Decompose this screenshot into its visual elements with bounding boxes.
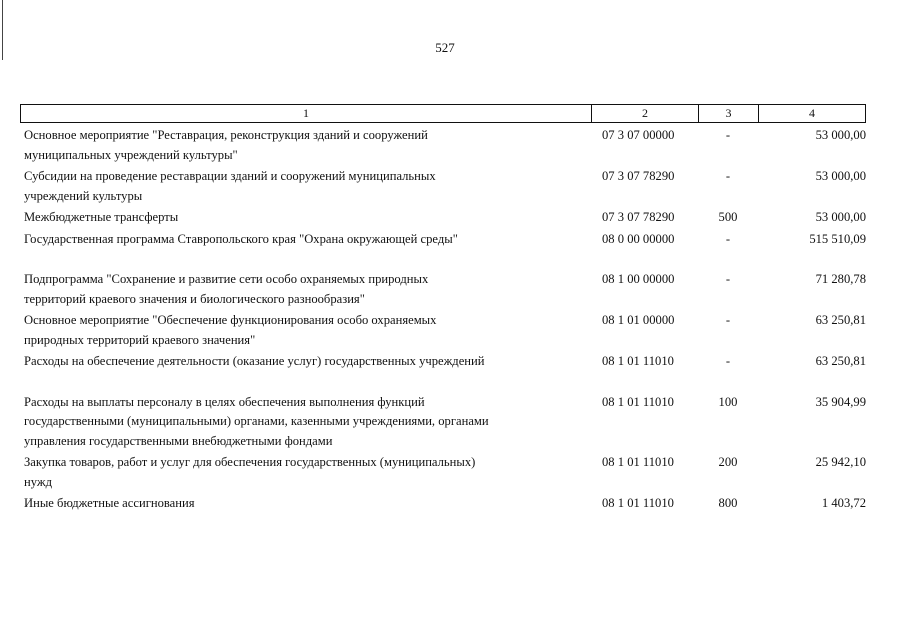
header-col-4: 4	[809, 106, 815, 120]
table-row	[24, 208, 872, 228]
row-amount: 63 250,81	[815, 313, 866, 327]
row-name: Основное мероприятие "Обеспечение функционирования особо охраняемых природных территорий краевого значения"	[24, 313, 437, 347]
row-type: -	[725, 231, 731, 246]
row-code: 07 3 07 00000	[602, 128, 675, 142]
row-name: Субсидии на проведение реставрации зданий и сооружений муниципальных учреждений культуры	[24, 169, 436, 203]
row-name: Государственная программа Ставропольского края "Охрана окружающей среды"	[24, 231, 458, 246]
row-code: 08 1 01 11010	[602, 455, 674, 469]
table-row	[24, 126, 872, 165]
row-type: 100	[718, 394, 738, 409]
row-amount: 53 000,00	[815, 169, 866, 183]
row-name: Иные бюджетные ассигнования	[24, 496, 195, 510]
table-row	[24, 393, 872, 452]
row-type: -	[725, 128, 731, 142]
row-code: 08 1 01 00000	[602, 313, 675, 327]
row-amount: 1 403,72	[821, 496, 866, 510]
row-name: Подпрограмма "Сохранение и развитие сети особо охраняемых природных территорий краевого значения и биологического разнообразия"	[24, 272, 429, 306]
header-col-3: 3	[699, 105, 759, 122]
row-amount: 53 000,00	[815, 210, 866, 224]
table-row	[24, 270, 872, 309]
row-type: -	[725, 169, 731, 183]
table-row	[24, 494, 872, 514]
row-code: 07 3 07 78290	[602, 210, 675, 224]
table-header	[20, 104, 866, 123]
row-amount: 25 942,10	[815, 455, 866, 469]
row-name: Закупка товаров, работ и услуг для обеспечения государственных (муниципальных) нужд	[24, 455, 476, 489]
budget-table-body	[24, 126, 872, 514]
row-type: -	[725, 313, 731, 327]
table-row	[24, 311, 872, 350]
row-type: -	[725, 354, 731, 368]
row-code: 08 1 01 11010	[602, 496, 674, 510]
row-code: 08 1 01 11010	[602, 394, 674, 409]
row-amount: 53 000,00	[815, 128, 866, 142]
row-code: 08 0 00 00000	[602, 231, 675, 246]
row-code: 07 3 07 78290	[602, 169, 675, 183]
row-amount: 71 280,78	[815, 272, 866, 286]
row-type: 500	[718, 210, 738, 224]
row-name: Расходы на выплаты персоналу в целях обеспечения выполнения функций государственными (муниципальными) органами, казенными учреждениями, органами управления государственными внебюджетными фондами	[24, 394, 489, 448]
table-row	[24, 230, 872, 250]
row-amount: 63 250,81	[815, 354, 866, 368]
row-type: 800	[718, 496, 738, 510]
row-amount: 515 510,09	[809, 231, 866, 246]
row-name: Межбюджетные трансферты	[24, 210, 179, 224]
row-type: 200	[718, 455, 738, 469]
row-code: 08 1 00 00000	[602, 272, 675, 286]
table-row	[24, 453, 872, 492]
row-code: 08 1 01 11010	[602, 354, 674, 368]
table-row	[24, 352, 872, 372]
header-col-2: 2	[592, 105, 699, 122]
header-col-1: 1	[21, 105, 592, 122]
table-row	[24, 167, 872, 206]
row-name: Расходы на обеспечение деятельности (оказание услуг) государственных учреждений	[24, 354, 485, 368]
row-name: Основное мероприятие "Реставрация, реконструкция зданий и сооружений муниципальных учреждений культуры"	[24, 128, 428, 162]
row-type: -	[725, 272, 731, 286]
row-amount: 35 904,99	[815, 394, 866, 409]
page-number: 527	[435, 40, 455, 55]
